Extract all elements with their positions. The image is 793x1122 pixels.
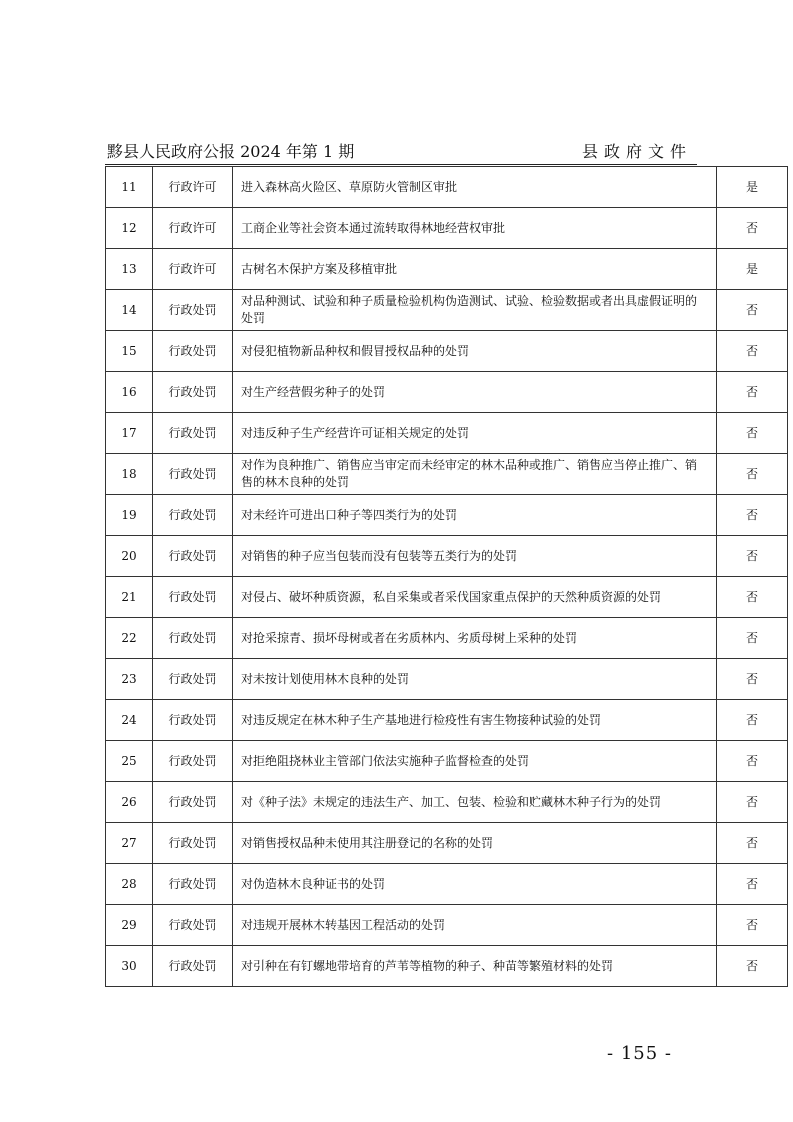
row-name: 对抢采掠青、损坏母树或者在劣质林内、劣质母树上采种的处罚 [233, 618, 717, 659]
row-name: 对违反规定在林木种子生产基地进行检疫性有害生物接种试验的处罚 [233, 700, 717, 741]
row-number: 17 [106, 413, 153, 454]
table-row [106, 413, 788, 454]
row-flag: 否 [717, 659, 788, 700]
row-name: 对销售的种子应当包装而没有包装等五类行为的处罚 [233, 536, 717, 577]
row-type: 行政处罚 [153, 823, 233, 864]
row-flag: 否 [717, 864, 788, 905]
section-title: 县政府文件 [581, 142, 692, 161]
row-type: 行政处罚 [153, 577, 233, 618]
row-flag: 否 [717, 946, 788, 987]
row-number: 19 [106, 495, 153, 536]
row-number: 21 [106, 577, 153, 618]
row-type: 行政处罚 [153, 864, 233, 905]
row-flag: 否 [717, 618, 788, 659]
row-number: 25 [106, 741, 153, 782]
row-name: 对拒绝阻挠林业主管部门依法实施种子监督检查的处罚 [233, 741, 717, 782]
row-name: 对伪造林木良种证书的处罚 [233, 864, 717, 905]
row-flag: 否 [717, 372, 788, 413]
row-number: 23 [106, 659, 153, 700]
row-name: 对未按计划使用林木良种的处罚 [233, 659, 717, 700]
table-row [106, 331, 788, 372]
table-row [106, 823, 788, 864]
row-number: 11 [106, 167, 153, 208]
row-name: 对引种在有钉螺地带培育的芦苇等植物的种子、种苗等繁殖材料的处罚 [233, 946, 717, 987]
row-number: 14 [106, 290, 153, 331]
row-name: 古树名木保护方案及移植审批 [233, 249, 717, 290]
row-type: 行政处罚 [153, 659, 233, 700]
header-rule [105, 164, 697, 165]
row-type: 行政处罚 [153, 454, 233, 495]
row-type: 行政处罚 [153, 413, 233, 454]
row-type: 行政处罚 [153, 372, 233, 413]
row-type: 行政处罚 [153, 946, 233, 987]
row-name: 对品种测试、试验和种子质量检验机构伪造测试、试验、检验数据或者出具虚假证明的处罚 [233, 290, 717, 331]
table-row [106, 741, 788, 782]
row-flag: 是 [717, 249, 788, 290]
row-type: 行政处罚 [153, 700, 233, 741]
table-row [106, 290, 788, 331]
row-name: 对侵犯植物新品种权和假冒授权品种的处罚 [233, 331, 717, 372]
row-type: 行政许可 [153, 208, 233, 249]
row-flag: 否 [717, 331, 788, 372]
table-row [106, 905, 788, 946]
row-flag: 否 [717, 536, 788, 577]
table-row [106, 700, 788, 741]
row-flag: 否 [717, 454, 788, 495]
table-row [106, 659, 788, 700]
row-flag: 否 [717, 741, 788, 782]
page-number: - 155 - [607, 1043, 672, 1064]
table-row [106, 454, 788, 495]
page-header [107, 141, 696, 163]
row-name: 对生产经营假劣种子的处罚 [233, 372, 717, 413]
row-number: 20 [106, 536, 153, 577]
table-row [106, 495, 788, 536]
table-row [106, 208, 788, 249]
row-flag: 否 [717, 905, 788, 946]
row-type: 行政许可 [153, 167, 233, 208]
row-name: 对《种子法》未规定的违法生产、加工、包装、检验和贮藏林木种子行为的处罚 [233, 782, 717, 823]
table-row [106, 618, 788, 659]
row-type: 行政处罚 [153, 290, 233, 331]
row-name: 对侵占、破坏种质资源，私自采集或者采伐国家重点保护的天然种质资源的处罚 [233, 577, 717, 618]
row-number: 12 [106, 208, 153, 249]
table-row [106, 372, 788, 413]
table-row [106, 946, 788, 987]
table-row [106, 536, 788, 577]
row-number: 28 [106, 864, 153, 905]
row-number: 26 [106, 782, 153, 823]
table-row [106, 577, 788, 618]
row-flag: 否 [717, 208, 788, 249]
row-flag: 否 [717, 782, 788, 823]
row-name: 进入森林高火险区、草原防火管制区审批 [233, 167, 717, 208]
row-flag: 否 [717, 577, 788, 618]
row-name: 对违规开展林木转基因工程活动的处罚 [233, 905, 717, 946]
gazette-title: 黟县人民政府公报 2024 年第 1 期 [107, 142, 355, 161]
row-number: 30 [106, 946, 153, 987]
row-type: 行政处罚 [153, 331, 233, 372]
items-table-body [106, 167, 788, 987]
row-flag: 否 [717, 413, 788, 454]
row-name: 对作为良种推广、销售应当审定而未经审定的林木品种或推广、销售应当停止推广、销售的林木良种的处罚 [233, 454, 717, 495]
row-type: 行政处罚 [153, 495, 233, 536]
row-flag: 否 [717, 700, 788, 741]
row-flag: 否 [717, 495, 788, 536]
row-number: 24 [106, 700, 153, 741]
row-name: 对销售授权品种未使用其注册登记的名称的处罚 [233, 823, 717, 864]
row-name: 对未经许可进出口种子等四类行为的处罚 [233, 495, 717, 536]
row-name: 工商企业等社会资本通过流转取得林地经营权审批 [233, 208, 717, 249]
table-row [106, 782, 788, 823]
row-flag: 否 [717, 823, 788, 864]
row-type: 行政处罚 [153, 536, 233, 577]
row-number: 29 [106, 905, 153, 946]
table-row [106, 864, 788, 905]
row-number: 27 [106, 823, 153, 864]
row-type: 行政处罚 [153, 741, 233, 782]
row-name: 对违反种子生产经营许可证相关规定的处罚 [233, 413, 717, 454]
items-table [105, 166, 788, 987]
row-number: 22 [106, 618, 153, 659]
table-row [106, 167, 788, 208]
row-flag: 否 [717, 290, 788, 331]
row-type: 行政许可 [153, 249, 233, 290]
row-number: 18 [106, 454, 153, 495]
row-type: 行政处罚 [153, 618, 233, 659]
row-number: 16 [106, 372, 153, 413]
row-flag: 是 [717, 167, 788, 208]
table-row [106, 249, 788, 290]
row-number: 13 [106, 249, 153, 290]
row-type: 行政处罚 [153, 905, 233, 946]
row-type: 行政处罚 [153, 782, 233, 823]
row-number: 15 [106, 331, 153, 372]
